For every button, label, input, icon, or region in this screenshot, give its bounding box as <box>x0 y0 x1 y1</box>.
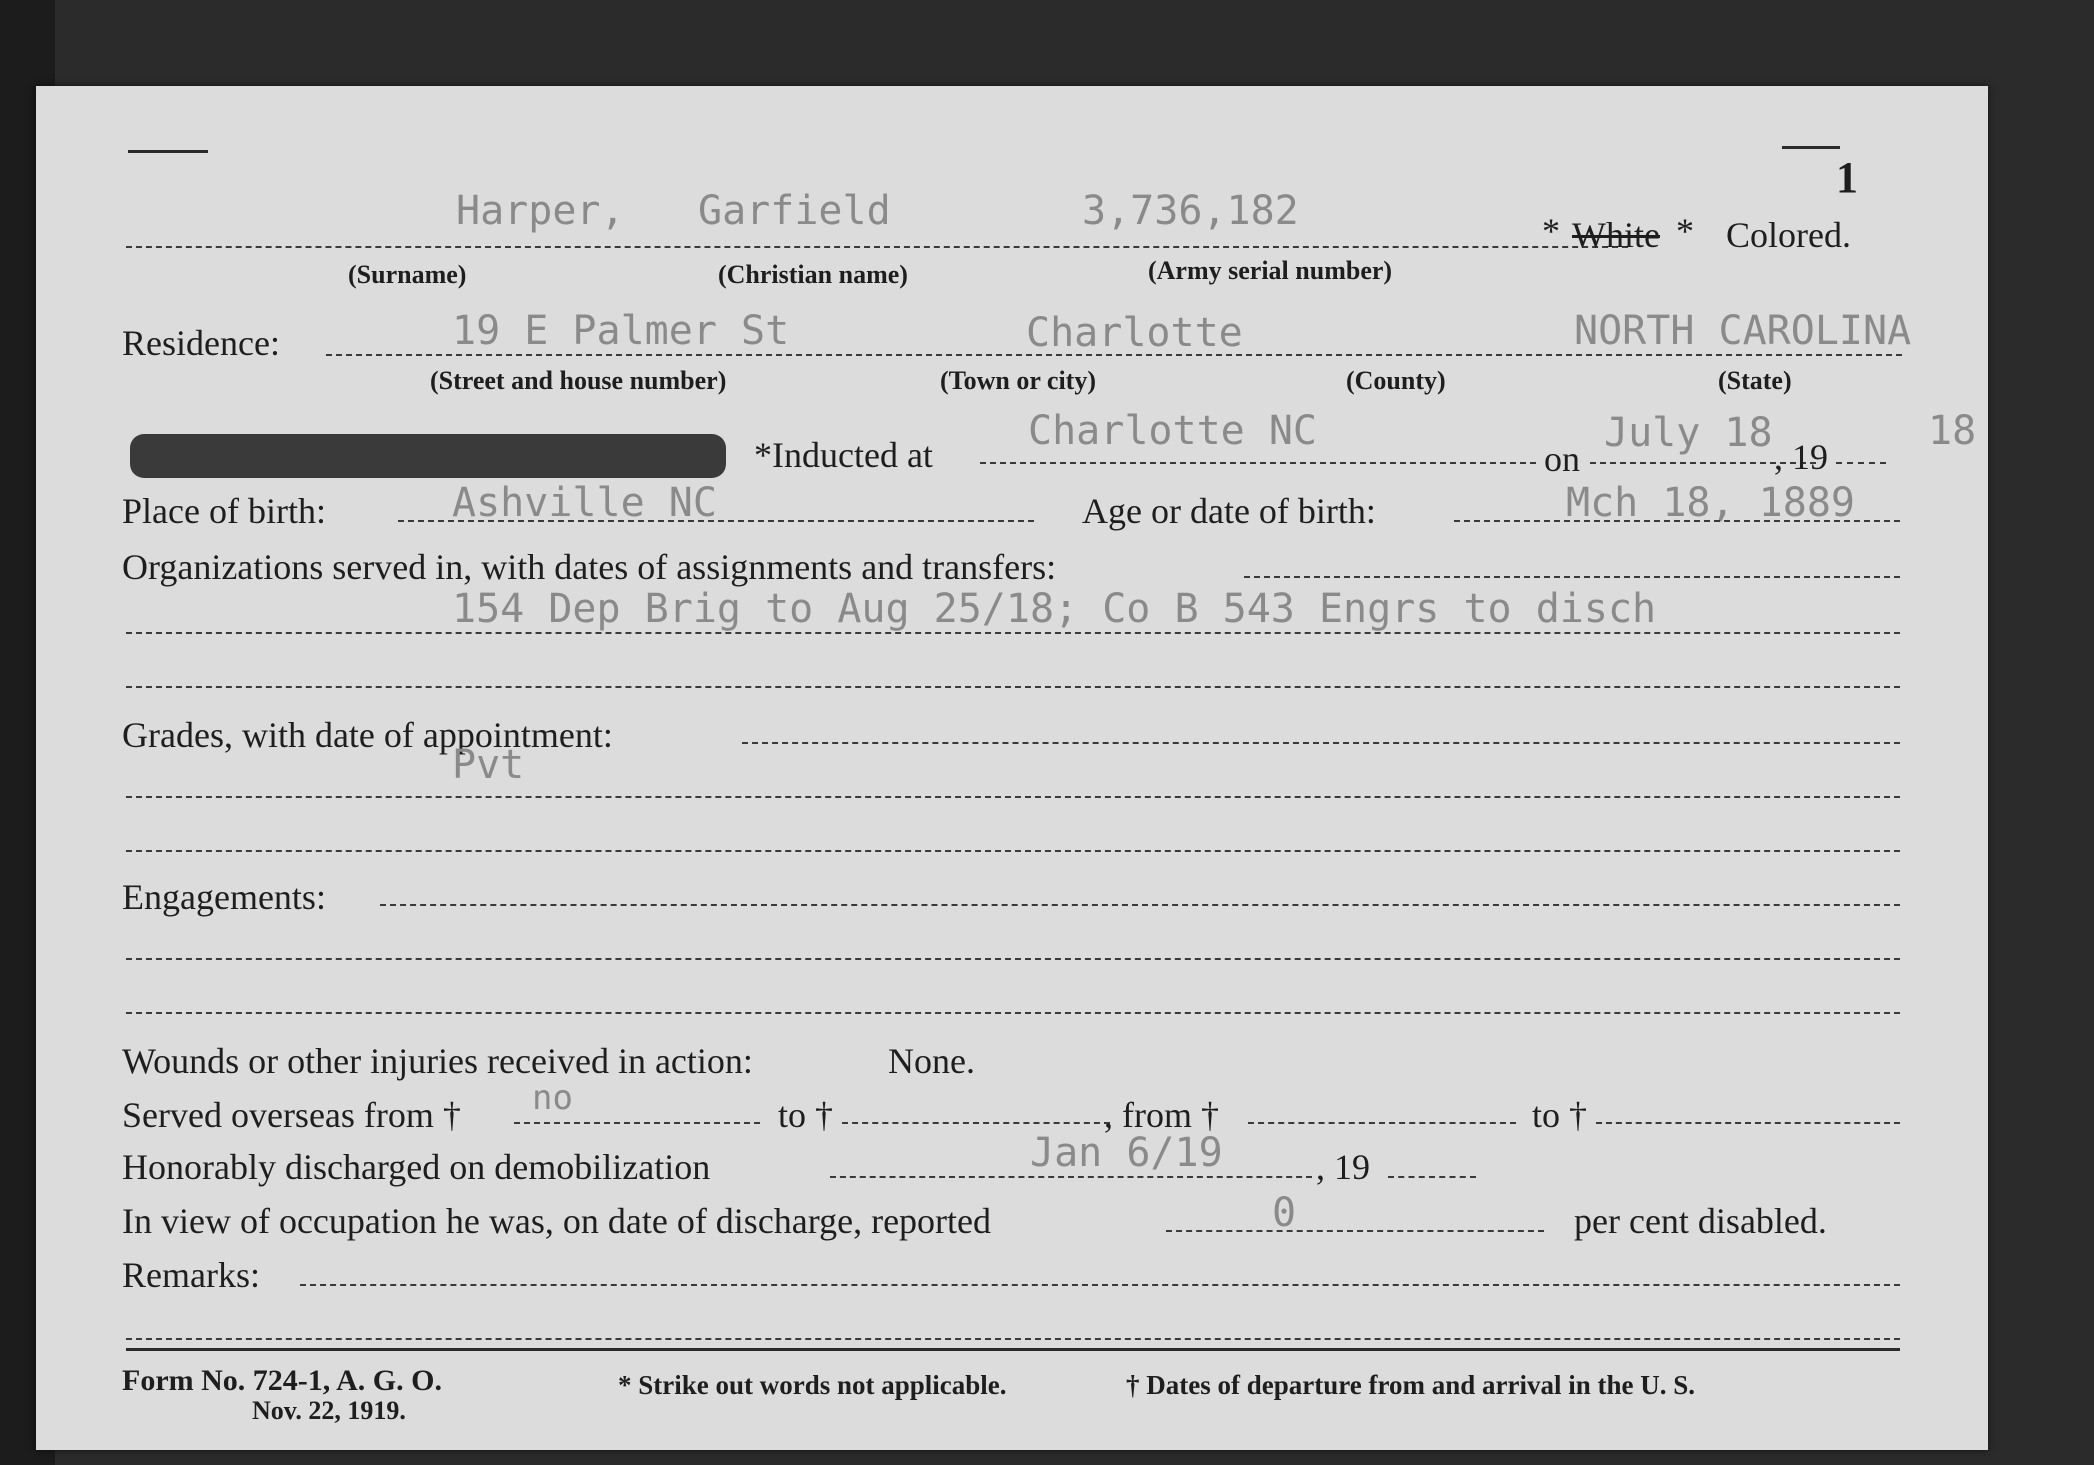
christian-name-caption: (Christian name) <box>718 260 908 289</box>
engagements-line-1 <box>380 904 1900 906</box>
overseas-from-line <box>514 1122 760 1124</box>
year-label: , 19 <box>1774 437 1828 477</box>
wounds-label: Wounds or other injuries received in action: <box>122 1041 753 1081</box>
organizations-line-1 <box>1244 576 1900 578</box>
overseas-from2-label: , from † <box>1104 1095 1219 1135</box>
induction-year-value: 18 <box>1928 408 1977 454</box>
overseas-to2-line <box>1596 1122 1900 1124</box>
discharge-date-value: Jan 6/19 <box>1030 1130 1223 1176</box>
discharge-line <box>830 1176 1312 1178</box>
race-colored: Colored. <box>1726 215 1851 255</box>
organizations-line-3 <box>126 686 1900 688</box>
organizations-label: Organizations served in, with dates of assignments and transfers: <box>122 547 1057 587</box>
race-star-2: * <box>1676 211 1694 251</box>
serial-number-value: 3,736,182 <box>1082 188 1299 234</box>
engagements-line-2 <box>126 958 1900 960</box>
remarks-label: Remarks: <box>122 1255 260 1295</box>
state-value: NORTH CAROLINA <box>1574 308 1912 354</box>
grades-value: Pvt <box>452 742 525 788</box>
grades-label: Grades, with date of appointment: <box>122 715 613 755</box>
disability-suffix: per cent disabled. <box>1574 1201 1827 1241</box>
engagements-line-3 <box>126 1012 1900 1014</box>
engagements-label: Engagements: <box>122 877 326 917</box>
top-right-rule <box>1782 146 1840 149</box>
residence-label: Residence: <box>122 323 280 363</box>
overseas-to-label: to † <box>778 1095 834 1135</box>
disability-line <box>1166 1230 1544 1232</box>
remarks-line-1 <box>300 1284 1900 1286</box>
surname-value: Harper, <box>456 188 625 234</box>
overseas-to2-label: to † <box>1532 1095 1588 1135</box>
christian-name-value: Garfield <box>698 188 891 234</box>
service-record-card <box>36 86 1988 1450</box>
birthplace-value: Ashville NC <box>452 480 717 526</box>
disability-label: In view of occupation he was, on date of discharge, reported <box>122 1201 992 1241</box>
inducted-line <box>980 462 1536 464</box>
overseas-label: Served overseas from † <box>122 1095 461 1135</box>
overseas-to-line <box>842 1122 1110 1124</box>
top-left-rule <box>128 150 208 153</box>
grades-line-2 <box>126 796 1900 798</box>
name-line <box>126 246 1628 248</box>
serial-number-caption: (Army serial number) <box>1148 256 1393 285</box>
race-white: White <box>1572 215 1660 255</box>
organizations-line-2 <box>126 632 1900 634</box>
discharge-label: Honorably discharged on demobilization <box>122 1147 711 1187</box>
footnote-strike-out: * Strike out words not applicable. <box>618 1370 1007 1400</box>
residence-line <box>326 354 1902 356</box>
footnote-dates: † Dates of departure from and arrival in the U. S. <box>1126 1370 1695 1400</box>
birthplace-label: Place of birth: <box>122 491 326 531</box>
induction-date-value: July 18 <box>1604 410 1773 456</box>
inducted-place-value: Charlotte NC <box>1028 408 1317 454</box>
birthplace-line <box>398 520 1034 522</box>
on-label: on <box>1544 439 1580 479</box>
wounds-value: None. <box>888 1041 975 1081</box>
grades-line-3 <box>126 850 1900 852</box>
overseas-from-value: no <box>532 1078 573 1118</box>
discharge-year-line <box>1388 1176 1476 1178</box>
disability-value: 0 <box>1272 1190 1297 1236</box>
year-line <box>1836 462 1886 464</box>
city-caption: (Town or city) <box>940 366 1096 395</box>
county-caption: (County) <box>1346 366 1446 395</box>
overseas-from2-line <box>1248 1122 1516 1124</box>
inducted-label: *Inducted at <box>754 435 933 475</box>
organizations-value: 154 Dep Brig to Aug 25/18; Co B 543 Engrs to disch <box>452 586 1657 632</box>
city-value: Charlotte <box>1026 310 1243 356</box>
state-caption: (State) <box>1718 366 1792 395</box>
redaction-mark <box>130 434 726 478</box>
birth-date-value: Mch 18, 1889 <box>1566 480 1855 526</box>
birth-date-line <box>1454 520 1900 522</box>
street-caption: (Street and house number) <box>430 366 727 395</box>
street-value: 19 E Palmer St <box>452 308 790 354</box>
discharge-year-label: , 19 <box>1316 1147 1370 1187</box>
age-label: Age or date of birth: <box>1082 491 1376 531</box>
form-date: Nov. 22, 1919. <box>252 1396 406 1425</box>
footer-rule <box>126 1348 1900 1351</box>
surname-caption: (Surname) <box>348 260 467 289</box>
card-number: 1 <box>1836 153 1858 202</box>
grades-line-1 <box>742 742 1900 744</box>
remarks-line-2 <box>126 1338 1900 1340</box>
form-number: Form No. 724-1, A. G. O. <box>122 1364 442 1397</box>
race-star-1: * <box>1542 211 1560 251</box>
